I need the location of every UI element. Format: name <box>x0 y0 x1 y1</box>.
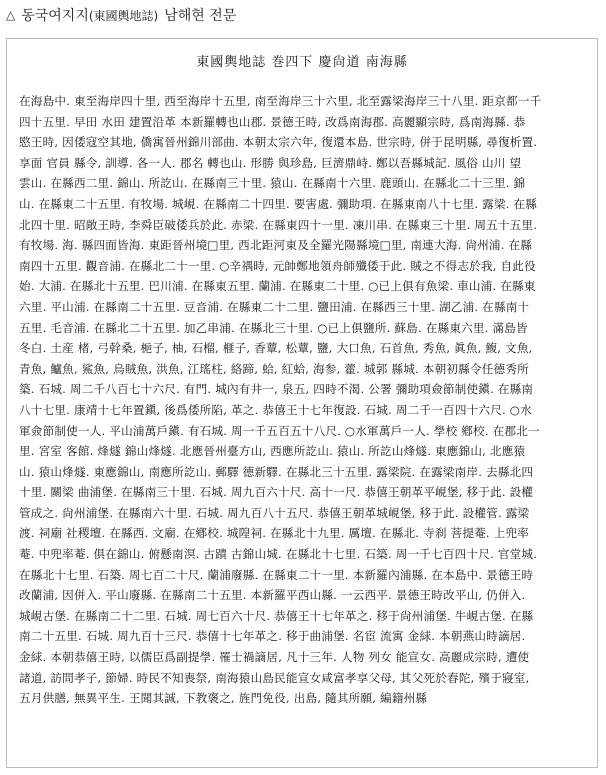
text-line: 享面 官員 縣令, 訓導. 各一人. 郡名 轉也山. 形勝 與珍島, 巨濟鼎峙. 鄭以吾縣城記. 風俗 山川 望 <box>19 155 522 170</box>
text-line: 渡. 祠廟 社稷壇. 在縣西. 文廟. 在鄕校. 城隍祠. 在縣北十九里. 厲壇. 在縣北. 寺刹 菩提菴. 上兜率 <box>19 526 530 541</box>
text-line: 菴. 中兜率菴. 俱在錦山. 俯懸南溟. 古蹟 古錦山城. 在縣北十七里. 石築. 周一千七百四十尺. 官堂城. <box>19 547 538 562</box>
header-title-suffix: 남해현 전문 <box>164 8 237 24</box>
text-line: 南二十五里. 石城. 周九百十三尺. 恭僖十七年革之. 移于曲浦堡. 名宦 流寓 金絿. 本朝燕山時謫居. <box>19 629 526 644</box>
text-line: 始. 大浦. 在縣北十五里. 巴川浦. 在縣東五里. 蘭浦. 在縣東二十里. ○已上俱有魚梁. 車山浦. 在縣東 <box>19 279 536 294</box>
text-line: 八十七里. 康靖十七年置鎭, 後爲倭所陷, 革之. 恭僖王十七年復設. 石城. 周二千一百四十六尺. ○水 <box>19 402 532 417</box>
text-line: 冬白. 土産 楮, 弓幹桑, 梔子, 柚, 石榴, 榧子, 香蕈, 松蕈, 鹽, 大口魚, 石首魚, 秀魚, 眞魚, 鰒, 文魚, <box>19 341 533 356</box>
text-line: 雲山. 在縣西二里. 錦山. 所訖山. 在縣南三十里. 猿山. 在縣南十六里. 鹿頭山. 在縣北二十三里. 錦 <box>19 176 526 191</box>
document-panel <box>6 38 598 768</box>
text-line: 築. 石城. 周二千八百七十六尺. 有門. 城內有井一, 泉五, 四時不渴. 公署 彌助項僉節制使鎭. 在縣南 <box>19 382 534 397</box>
text-line: 四十五里. 早田 水田 建置沿革 本新羅轉也山郡. 景德王時, 改爲南海郡. 高麗顯宗時, 爲南海縣. 恭 <box>19 114 526 129</box>
text-line: 五里. 毛音浦. 在縣北二十五里. 加乙串浦. 在縣北三十里. ○已上俱鹽所. 蘇島. 在縣東六里. 滿島皆 <box>19 320 528 335</box>
text-line: 在海島中. 東至海岸四十里, 西至海岸十五里, 南至海岸三十六里, 北至露梁海岸三十八里. 距京都一千 <box>19 94 542 108</box>
text-line: 諸道, 訪問孝子, 節婦. 時民不知喪祭, 南海猿山島民能宣女咸富孝享父母, 其父死於舂陀, 殯于寢室, <box>19 670 530 685</box>
header-title-paren: (東國輿地誌) <box>88 8 159 23</box>
text-line: 金絿. 本朝恭僖王時, 以儒臣爲副提學. 罹士禍謫居, 凡十三年. 人物 列女 能宣女. 高麗成宗時, 遭使 <box>19 650 530 665</box>
text-line: 北四十里. 昭敞王時, 李舜臣破倭兵於此. 赤梁. 在縣東四十一里. 凍川串. 在縣東三十里. 周五十五里. <box>19 217 538 232</box>
header-title-prefix: 동국여지지 <box>21 8 89 24</box>
document-body <box>19 91 585 759</box>
text-line: 六里. 平山浦. 在縣南二十五里. 豆音浦. 在縣東二十二里. 鹽田浦. 在縣西三十里. 湖乙浦. 在縣南十 <box>19 299 530 314</box>
text-line: 城峴古堡. 在縣南二十二里. 石城. 周七百六十尺. 恭僖王十七年革之. 移于尙州浦堡. 牛峴古堡. 在縣 <box>19 608 534 623</box>
text-line: 山. 在縣東二十五里. 有牧場. 城峴. 在縣南二十四里. 要害處. 彌助項. 在縣東南八十七里. 露梁. 在縣 <box>19 196 538 211</box>
text-line: 愍王時, 因倭寇空其地, 僑寓晉州錦川部曲. 本朝太宗六年, 復還本島. 世宗時, 併于昆明縣, 尋復析置. <box>19 135 538 150</box>
text-line: 五月供膳, 無異平生. 王聞其誠, 下教褒之, 旌門免役, 出島, 隨其所願, 編籍州縣 <box>19 691 428 706</box>
text-line: 里. 宮室 客館. 烽燧 錦山烽燧. 北應晉州臺方山, 西應所訖山. 猿山. 所訖山烽燧. 東應錦山, 北應猿 <box>19 444 526 459</box>
text-line: 管成之. 尙州浦堡. 在縣南六十里. 石城. 周九百八十五尺. 恭僖王朝革城峴堡, 移于此. 設權管. 露梁 <box>19 505 530 520</box>
text-line: 有牧場. 海. 縣四面皆海. 東距晉州境□里, 西北距河東及全羅光陽縣境□里, 南連大海. 尙州浦. 在縣 <box>19 238 533 253</box>
text-line: 青魚, 鱸魚, 鯊魚, 烏賊魚, 洪魚, 江瑤柱, 絡蹄, 蛤, 紅蛤, 海参, 藿. 城郭 縣城. 本朝初縣令任德秀所 <box>19 361 529 376</box>
text-line: 山. 猿山烽燧. 東應錦山, 南應所訖山. 郵驛 德新驛. 在縣北三十五里. 露梁院. 在露梁南岸. 去縣北四 <box>19 464 534 479</box>
document-title: 東國輿地誌 巻四下 慶尙道 南海縣 <box>196 55 408 70</box>
triangle-icon: △ <box>6 8 16 22</box>
text-line: 十里. 關梁 曲浦堡. 在縣南三十里. 石城. 周九百六十尺. 高十一尺. 恭僖王朝革平峴堡, 移于此. 設權 <box>19 485 534 500</box>
text-line: 南四十五里. 觀音浦. 在縣北二十一里. ○辛禑時, 元帥鄭地領舟師殲倭于此. 賊之不得志於我, 自此役 <box>19 258 536 273</box>
text-line: 在縣北十七里. 石築. 周七百二十尺. 蘭浦廢縣. 在縣東二十一里. 本新羅內浦縣. 在本島中. 景德王時 <box>19 567 534 582</box>
text-line: 軍僉節制使一人. 平山浦萬戶鎭. 有石城. 周一千五百五十八尺. ○水軍萬戶一人. 學校 鄕校. 在郡北一 <box>19 423 540 438</box>
page-header <box>0 0 606 30</box>
text-line: 改蘭浦, 因併入. 平山廢縣. 在縣南二十五里. 本新羅平西山縣. 一云西平. 景德王時改平山, 仍併入. <box>19 588 526 603</box>
